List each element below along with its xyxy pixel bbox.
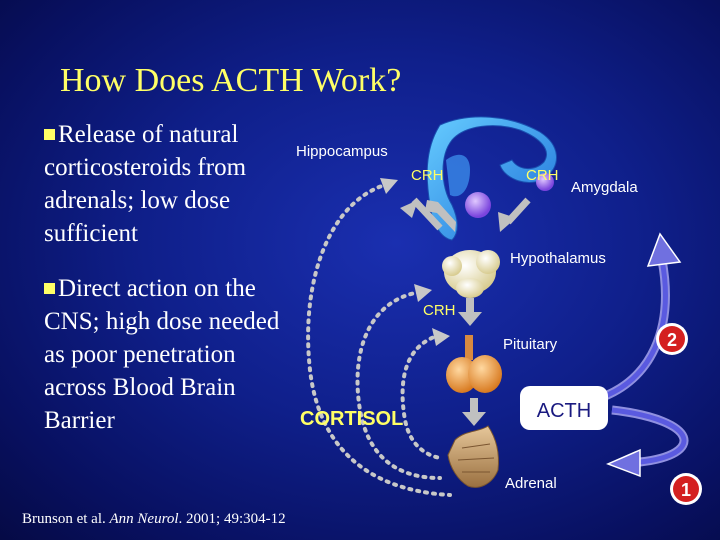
- bullet-text: Direct action on the CNS; high dose needed as poor penetration across Blood Brain Barrier: [44, 275, 280, 434]
- badge-2-label: 2: [666, 330, 678, 350]
- acth-label: ACTH: [536, 400, 592, 422]
- citation-journal: Ann Neurol: [109, 511, 179, 527]
- citation-details: . 2001; 49:304-12: [178, 511, 286, 527]
- bullet-text: Release of natural corticosteroids from adrenals; low dose sufficient: [44, 121, 247, 247]
- crh-hypothalamus-label: CRH: [423, 302, 456, 319]
- feedback-arrowhead-mid: [414, 284, 432, 302]
- crh-hippocampus-label: CRH: [411, 167, 444, 184]
- slide-title: How Does ACTH Work?: [60, 62, 402, 99]
- amygdala-label: Amygdala: [571, 179, 638, 196]
- citation: [22, 511, 286, 528]
- crh-amygdala-label: CRH: [526, 167, 559, 184]
- pathway-arrow-2: [600, 234, 680, 398]
- badge-1-label: 1: [680, 480, 692, 500]
- hypothalamus-structure: [442, 250, 500, 298]
- feedback-curves: [308, 184, 450, 495]
- feedback-arrowhead-top: [380, 178, 398, 194]
- hippocampus-label: Hippocampus: [296, 143, 388, 160]
- hippocampus-nucleus: [465, 192, 491, 218]
- pituitary-structure: [446, 335, 502, 393]
- cortisol-label: CORTISOL: [300, 408, 404, 430]
- pathway-arrow-1: [608, 410, 684, 476]
- adrenal-structure: [448, 426, 499, 487]
- hypothalamus-label: Hypothalamus: [510, 250, 606, 267]
- citation-authors: Brunson et al.: [22, 511, 106, 527]
- feedback-arrowhead-low: [432, 328, 450, 346]
- adrenal-label: Adrenal: [505, 475, 557, 492]
- pituitary-label: Pituitary: [503, 336, 558, 353]
